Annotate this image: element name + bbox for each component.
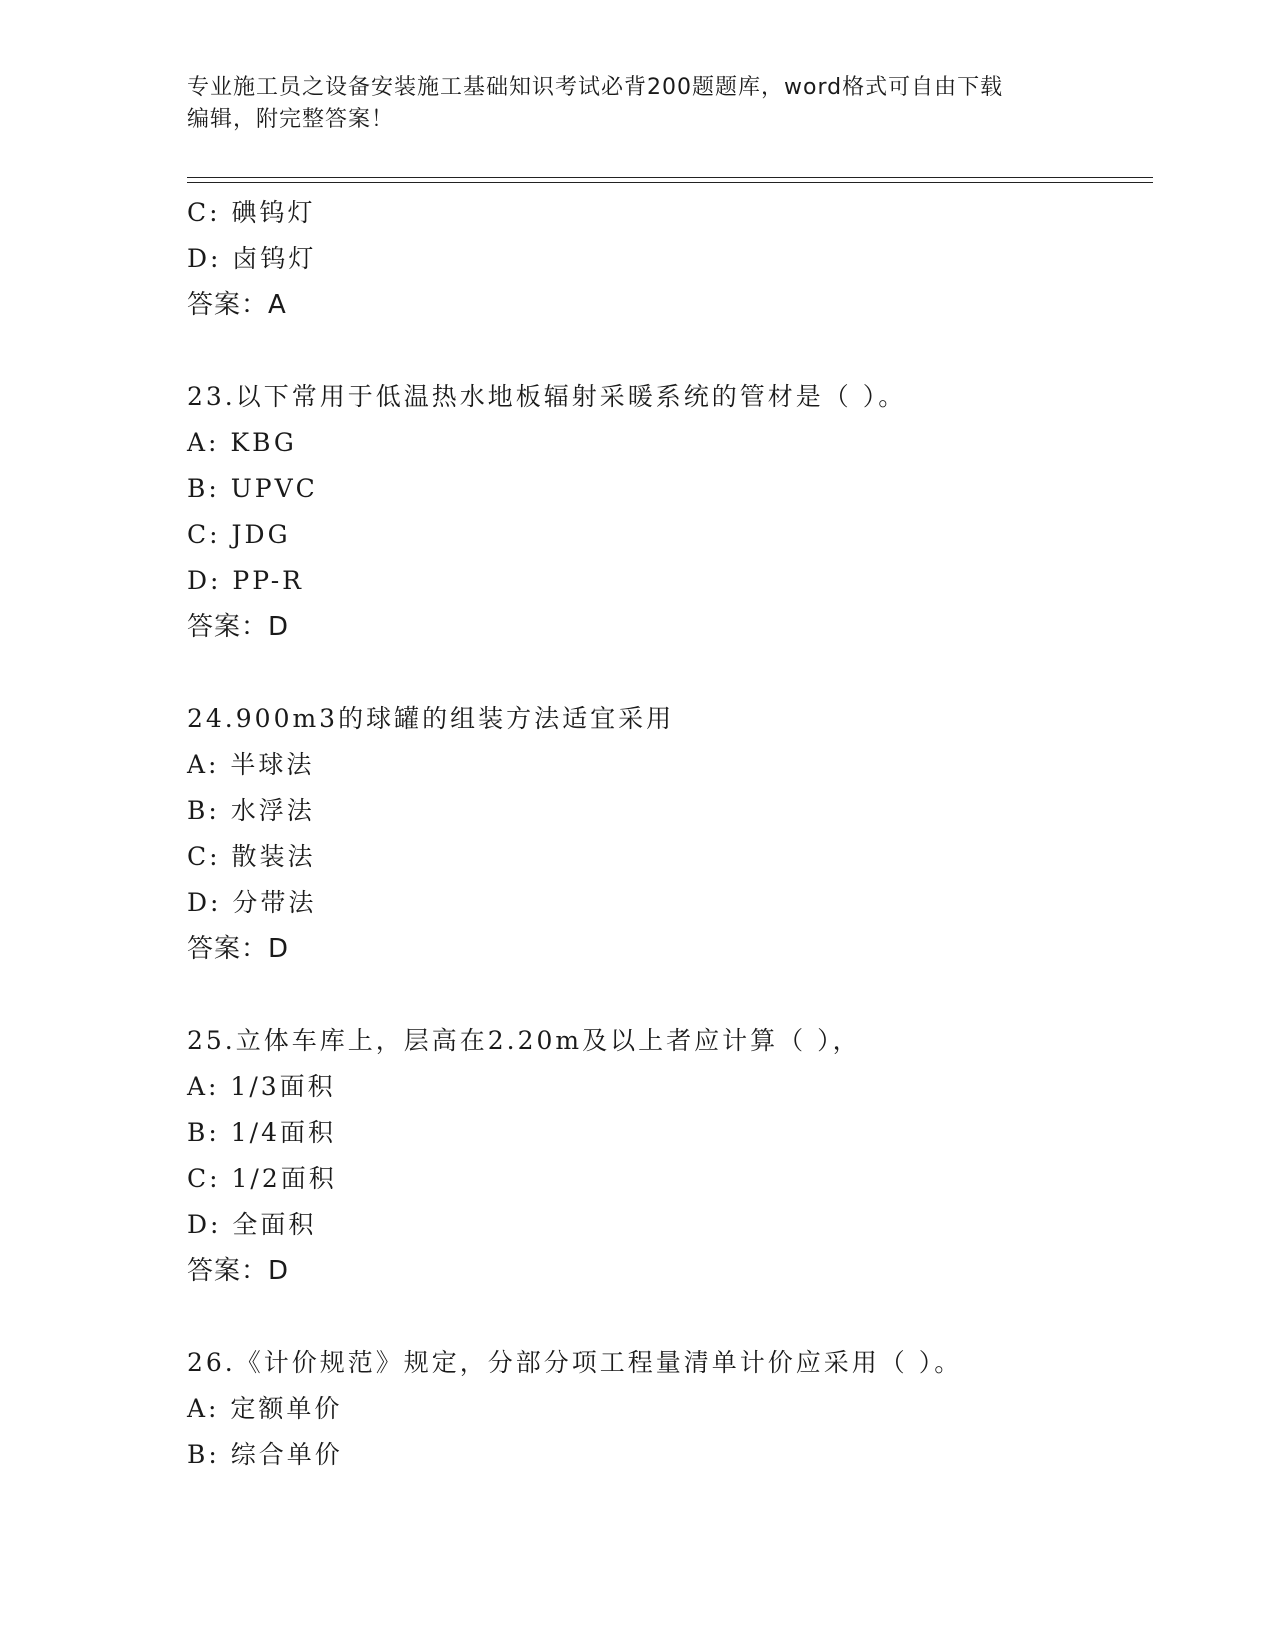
option-b: B: 综合单价	[187, 1440, 343, 1469]
option-a: A: 半球法	[187, 750, 315, 779]
answer-line: 答案：D	[187, 934, 290, 964]
answer-line: 答案：D	[187, 1256, 290, 1286]
answer-line: 答案：A	[187, 290, 287, 320]
question-text: 26.《计价规范》规定，分部分项工程量清单计价应采用（ ）。	[187, 1348, 963, 1377]
option-b: B: 1/4面积	[187, 1118, 336, 1147]
header-divider-bottom	[187, 182, 1153, 183]
question-list	[187, 190, 1153, 1478]
question-22-continued	[187, 190, 1153, 328]
question-25	[187, 1018, 1153, 1294]
question-spacer	[187, 650, 1153, 696]
question-24	[187, 696, 1153, 972]
question-text: 23.以下常用于低温热水地板辐射采暖系统的管材是（ ）。	[187, 382, 907, 411]
document-header	[187, 72, 1087, 136]
answer-line: 答案：D	[187, 612, 290, 642]
option-b: B: UPVC	[187, 474, 318, 503]
question-23	[187, 374, 1153, 650]
option-c: C: JDG	[187, 520, 291, 549]
option-d: D: 卤钨灯	[187, 244, 317, 273]
question-spacer	[187, 1294, 1153, 1340]
header-title-line-2: 编辑，附完整答案！	[187, 107, 395, 132]
option-d: D: PP-R	[187, 566, 304, 595]
option-a: A: 定额单价	[187, 1394, 343, 1423]
question-spacer	[187, 328, 1153, 374]
question-text: 25.立体车库上，层高在2.20m及以上者应计算（ ），	[187, 1026, 861, 1055]
question-spacer	[187, 972, 1153, 1018]
header-title-line-1: 专业施工员之设备安装施工基础知识考试必背200题题库，word格式可自由下载	[187, 75, 1004, 100]
question-text: 24.900m3的球罐的组装方法适宜采用	[187, 704, 675, 733]
option-a: A: KBG	[187, 428, 297, 457]
option-c: C: 1/2面积	[187, 1164, 337, 1193]
option-d: D: 全面积	[187, 1210, 317, 1239]
option-b: B: 水浮法	[187, 796, 315, 825]
option-a: A: 1/3面积	[187, 1072, 336, 1101]
header-divider-top	[187, 177, 1153, 178]
option-d: D: 分带法	[187, 888, 317, 917]
question-26	[187, 1340, 1153, 1478]
option-c: C: 碘钨灯	[187, 198, 316, 227]
option-c: C: 散装法	[187, 842, 316, 871]
